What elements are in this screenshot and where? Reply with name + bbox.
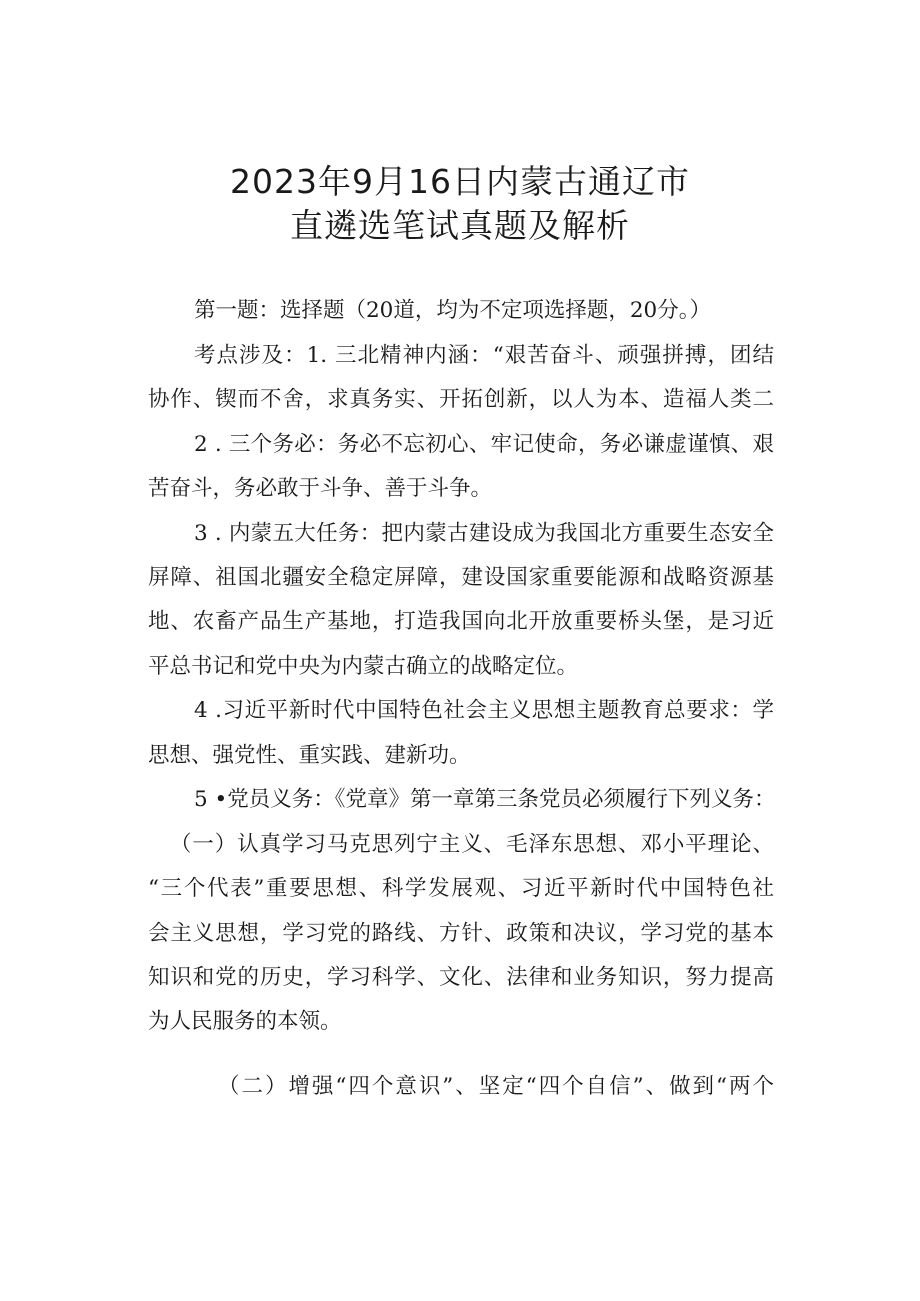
paragraph-line: 考点涉及：1. 三北精神内涵：“艰苦奋斗、顽强拼搏，团结 <box>194 343 774 368</box>
paragraph-line: 思想、强党性、重实践、建新功。 <box>148 743 471 768</box>
paragraph-line: 第一题：选择题（20道，均为不定项选择题，20分。） <box>194 298 711 323</box>
paragraph-line: 协作、锲而不舍，求真务实、开拓创新，以人为本、造福人类二 <box>148 387 774 412</box>
paragraph-line: 3 . 内蒙五大任务：把内蒙古建设成为我国北方重要生态安全 <box>194 521 774 546</box>
paragraph-line: （二）增强“四个意识”、坚定“四个自信”、做到“两个 <box>218 1074 774 1099</box>
paragraph-line: 屏障、祖国北疆安全稳定屏障，建设国家重要能源和战略资源基 <box>148 565 774 590</box>
paragraph-line: 地、农畜产品生产基地，打造我国向北开放重要桥头堡，是习近 <box>148 609 774 634</box>
paragraph-line: 苦奋斗，务必敢于斗争、善于斗争。 <box>148 476 493 501</box>
document-title-line-2: 直遴选笔试真题及解析 <box>290 206 630 245</box>
paragraph-line: 会主义思想，学习党的路线、方针、政策和决议，学习党的基本 <box>148 921 774 946</box>
paragraph-line: 平总书记和党中央为内蒙古确立的战略定位。 <box>148 654 579 679</box>
paragraph-line: （一）认真学习马克思列宁主义、毛泽东思想、邓小平理论、 <box>170 832 774 857</box>
paragraph-line: 4 .习近平新时代中国特色社会主义思想主题教育总要求：学 <box>194 698 774 723</box>
document-title-line-1: 2023年9月16日内蒙古通辽市 <box>230 162 690 201</box>
paragraph-line: “三个代表”重要思想、科学发展观、习近平新时代中国特色社 <box>148 876 774 901</box>
paragraph-line: 知识和党的历史，学习科学、文化、法律和业务知识，努力提高 <box>148 965 774 990</box>
paragraph-line: 为人民服务的本领。 <box>148 1009 342 1034</box>
paragraph-line: 2 . 三个务必：务必不忘初心、牢记使命，务必谦虚谨慎、艰 <box>194 432 774 457</box>
paragraph-line: 5 •党员义务：《党章》第一章第三条党员必须履行下列义务： <box>194 787 776 812</box>
